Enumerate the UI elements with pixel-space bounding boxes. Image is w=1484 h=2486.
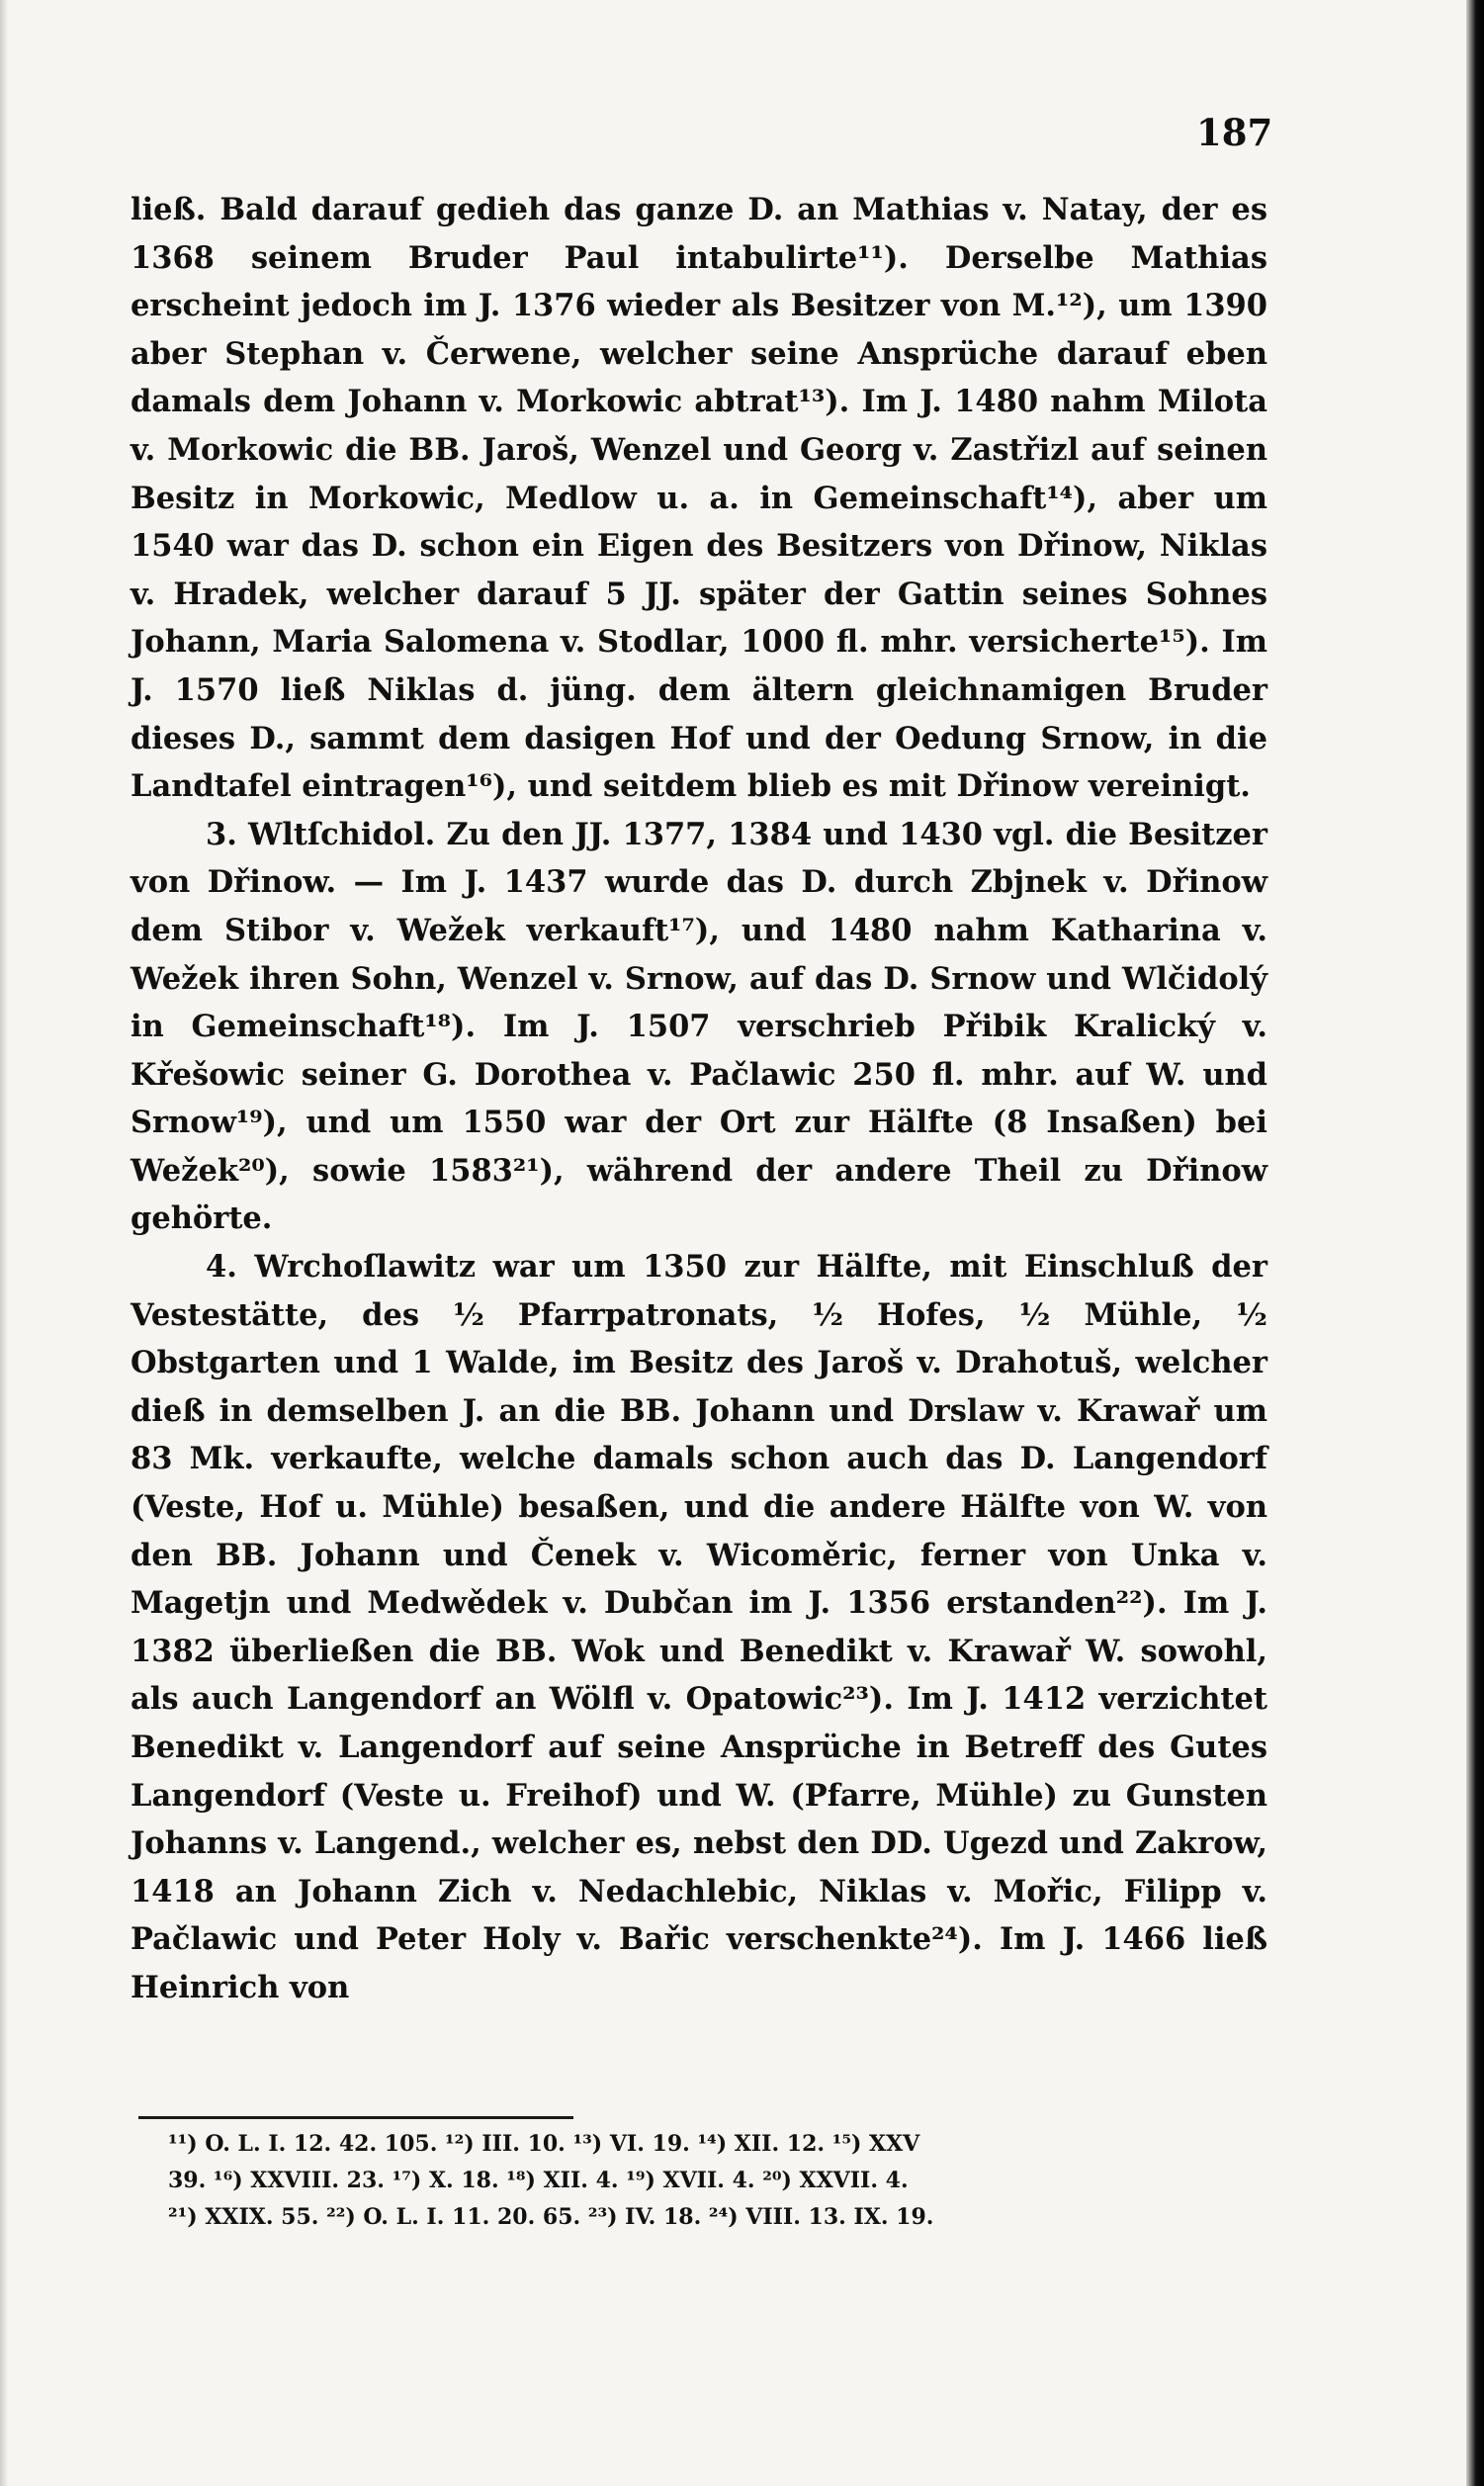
footnote-line: ¹¹) O. L. I. 12. 42. 105. ¹²) III. 10. ¹³) VI. 19. ¹⁴) XII. 12. ¹⁵) XXV (168, 2131, 920, 2157)
page-number: 187 (1196, 111, 1273, 154)
page-binding-shadow (1466, 0, 1484, 2486)
paragraph-3: 4. Wrchoſlawitz war um 1350 zur Hälfte, mit Einschluß der Vestestätte, des ½ Pfarrpatronats, ½ Hofes, ½ Mühle, ½ Obstgarten und 1 Walde, im Besitz des Jaroš v. Drahotuš, welcher dieß in demselben J. an die BB. Johann und Drslaw v. Krawař um 83 Mk. verkaufte, welche damals schon auch das D. Langendorf (Veste, Hof u. Mühle) besaßen, und die andere Hälfte von W. von den BB. Johann und Čenek v. Wicoměric, ferner von Unka v. Magetjn und Medwědek v. Dubčan im J. 1356 erstanden²²). Im J. 1382 überließen die BB. Wok und Benedikt v. Krawař W. sowohl, als auch Langendorf an Wölfl v. Opatowic²³). Im J. 1412 verzichtet Benedikt v. Langendorf auf seine Ansprüche in Betreff des Gutes Langendorf (Veste u. Freihof) und W. (Pfarre, Mühle) zu Gunsten Johanns v. Langend., welcher es, nebst den DD. Ugezd und Zakrow, 1418 an Johann Zich v. Nedachlebic, Niklas v. Mořic, Filipp v. Pačlawic und Peter Holy v. Bařic verschenkte²⁴). Im J. 1466 ließ Heinrich von (131, 1249, 1267, 2005)
paragraph-2: 3. Wltſchidol. Zu den JJ. 1377, 1384 und 1430 vgl. die Besitzer von Dřinow. — Im J. 1437 wurde das D. durch Zbjnek v. Dřinow dem Stibor v. Wežek verkauft¹⁷), und 1480 nahm Katharina v. Wežek ihren Sohn, Wenzel v. Srnow, auf das D. Srnow und Wlčidolý in Gemeinschaft¹⁸). Im J. 1507 verschrieb Přibik Kralický v. Křešowic seiner G. Dorothea v. Pačlawic 250 fl. mhr. auf W. und Srnow¹⁹), und um 1550 war der Ort zur Hälfte (8 Insaßen) bei Wežek²⁰), sowie 1583²¹), während der andere Theil zu Dřinow gehörte. (131, 816, 1267, 1237)
body-text (131, 186, 1267, 2012)
paragraph-1: ließ. Bald darauf gedieh das ganze D. an Mathias v. Natay, der es 1368 seinem Bruder Paul intabulirte¹¹). Derselbe Mathias erscheint jedoch im J. 1376 wieder als Besitzer von M.¹²), um 1390 aber Stephan v. Čerwene, welcher seine Ansprüche darauf eben damals dem Johann v. Morkowic abtrat¹³). Im J. 1480 nahm Milota v. Morkowic die BB. Jaroš, Wenzel und Georg v. Zastřizl auf seinen Besitz in Morkowic, Medlow u. a. in Gemeinschaft¹⁴), aber um 1540 war das D. schon ein Eigen des Besitzers von Dřinow, Niklas v. Hradek, welcher darauf 5 JJ. später der Gattin seines Sohnes Johann, Maria Salomena v. Stodlar, 1000 fl. mhr. versicherte¹⁵). Im J. 1570 ließ Niklas d. jüng. dem ältern gleichnamigen Bruder dieses D., sammt dem dasigen Hof und der Oedung Srnow, in die Landtafel eintragen¹⁶), und seitdem blieb es mit Dřinow vereinigt. (131, 192, 1267, 805)
footnote-line: ²¹) XXIX. 55. ²²) O. L. I. 11. 20. 65. ²³) IV. 18. ²⁴) VIII. 13. IX. 19. (168, 2204, 934, 2230)
page-left-edge (0, 0, 8, 2486)
footnote-line: 39. ¹⁶) XXVIII. 23. ¹⁷) X. 18. ¹⁸) XII. 4. ¹⁹) XVII. 4. ²⁰) XXVII. 4. (168, 2168, 909, 2193)
footnote-divider (138, 2116, 573, 2119)
footnotes (168, 2126, 1256, 2236)
